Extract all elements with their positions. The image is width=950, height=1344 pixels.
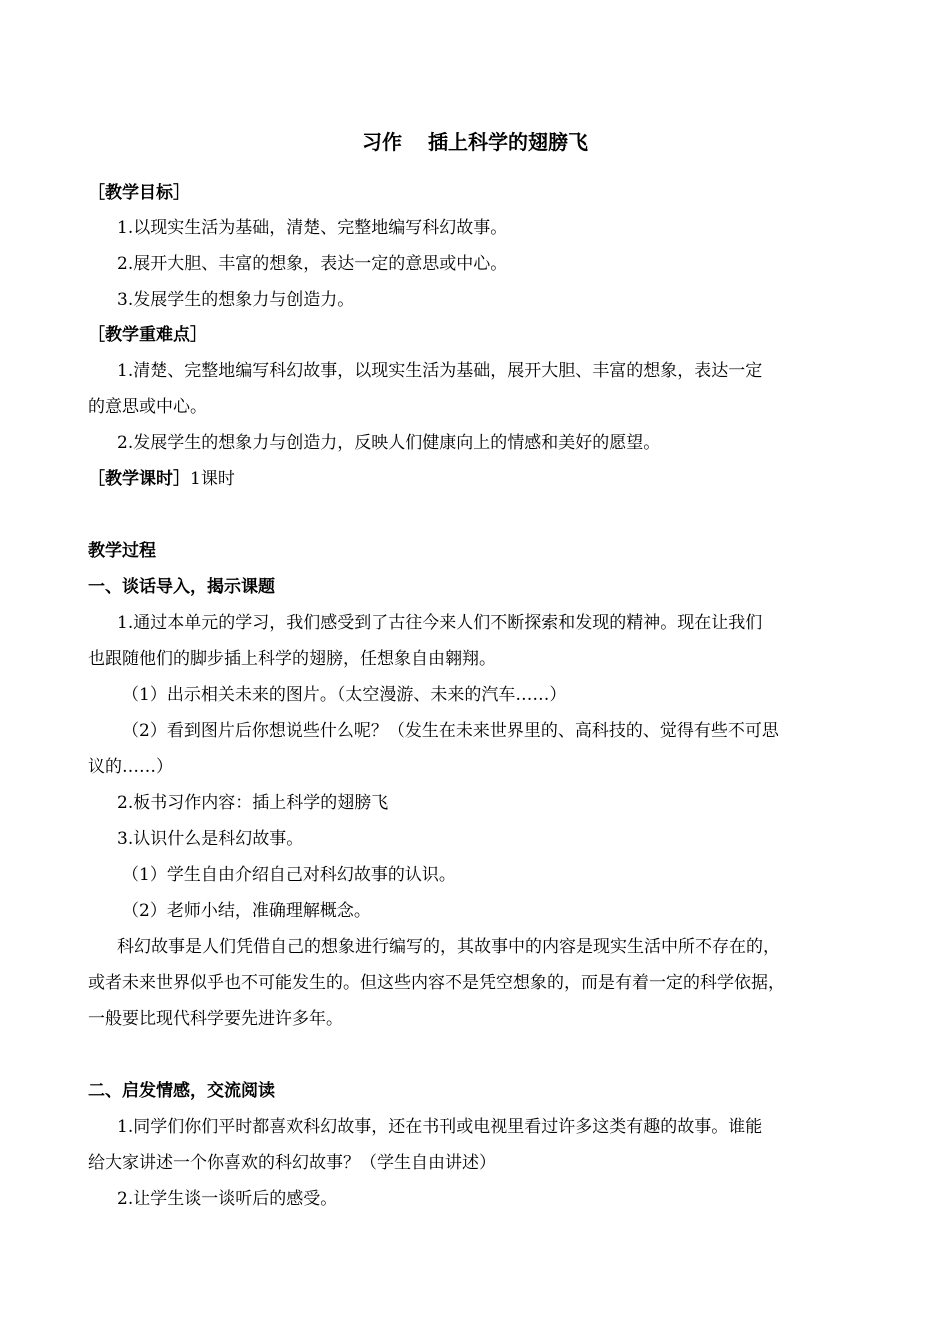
section1-definition-paragraph: 科幻故事是人们凭借自己的想象进行编写的，其故事中的内容是现实生活中所不存在的， [117,937,780,957]
title-part2: 插上科学的翅膀飞 [428,130,588,154]
key-points-heading: ［教学重难点］ [88,325,207,345]
key-point-item-continuation: 的意思或中心。 [88,397,207,417]
objective-item: 1.以现实生活为基础，清楚、完整地编写科幻故事。 [117,218,508,238]
process-heading: 教学过程 [88,541,156,561]
objective-item: 3.发展学生的想象力与创造力。 [117,290,355,310]
objective-item: 2.展开大胆、丰富的想象，表达一定的意思或中心。 [117,254,508,274]
section1-paragraph: 3.认识什么是科幻故事。 [117,829,304,849]
key-point-item: 1.清楚、完整地编写科幻故事，以现实生活为基础，展开大胆、丰富的想象，表达一定 [117,361,763,381]
section1-definition-continuation: 或者未来世界似乎也不可能发生的。但这些内容不是凭空想象的，而是有着一定的科学依据， [88,973,785,993]
section1-subitem: （1）出示相关未来的图片。（太空漫游、未来的汽车……） [122,685,567,705]
section1-subitem: （2）看到图片后你想说些什么呢？（发生在未来世界里的、高科技的、觉得有些不可思 [122,721,779,741]
page-title [0,130,950,154]
section1-paragraph: 1.通过本单元的学习，我们感受到了古往今来人们不断探索和发现的精神。现在让我们 [117,613,763,633]
section1-subitem: （2）老师小结，准确理解概念。 [122,901,371,921]
section2-paragraph-continuation: 给大家讲述一个你喜欢的科幻故事？（学生自由讲述） [88,1153,496,1173]
class-hours [88,469,235,489]
class-hours-value: 1课时 [190,469,235,489]
section1-definition-continuation: 一般要比现代科学要先进许多年。 [88,1009,343,1029]
section1-subitem-continuation: 议的……） [88,757,173,777]
section2-paragraph: 1.同学们你们平时都喜欢科幻故事，还在书刊或电视里看过许多这类有趣的故事。谁能 [117,1117,763,1137]
title-part1: 习作 [362,130,402,154]
key-point-item: 2.发展学生的想象力与创造力，反映人们健康向上的情感和美好的愿望。 [117,433,661,453]
class-hours-heading: ［教学课时］ [88,469,190,489]
section1-heading: 一、谈话导入，揭示课题 [88,577,275,597]
section2-heading: 二、启发情感，交流阅读 [88,1081,275,1101]
objectives-heading: ［教学目标］ [88,183,190,203]
section1-subitem: （1）学生自由介绍自己对科幻故事的认识。 [122,865,456,885]
section1-paragraph: 2.板书习作内容：插上科学的翅膀飞 [117,793,389,813]
section1-paragraph-continuation: 也跟随他们的脚步插上科学的翅膀，任想象自由翱翔。 [88,649,496,669]
section2-paragraph: 2.让学生谈一谈听后的感受。 [117,1189,338,1209]
